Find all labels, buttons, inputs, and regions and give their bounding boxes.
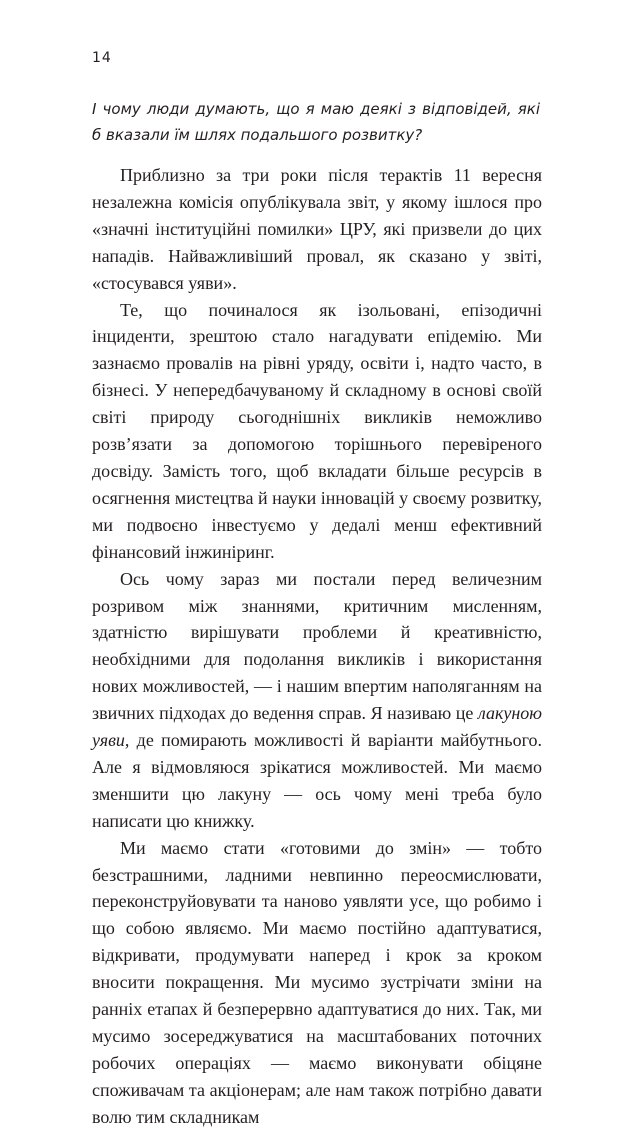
paragraph-3-before: Ось чому зараз ми постали перед величезним розривом між знаннями, критичним мисленням, здатністю вирішувати проблеми й креативністю, необхідними для подолання викликів і використання нових можливостей, — і нашим впертим наполяганням на звичних підходах до ведення справ. Я називаю це: [92, 568, 542, 724]
epigraph: І чому люди думають, що я маю деякі з відповідей, які б вказали їм шлях подальшого розвитку?: [92, 100, 540, 144]
paragraph-3: [92, 566, 542, 835]
page-number: 14: [92, 50, 112, 66]
paragraph-1: Приблизно за три роки після терактів 11 вересня незалежна комісія опублікувала звіт, у якому ішлося про «значні інституційні помилки» ЦРУ, які призвели до цих нападів. Найважливіший провал, як сказано у звіті, «стосувався уяви».: [92, 165, 542, 293]
body-text: [92, 162, 542, 1131]
paragraph-3-after: , де помирають можливості й варіанти майбутнього. Але я відмовляюся зрікатися можливостей. Ми маємо зменшити цю лакуну — ось чому мені треба було написати цю книжку.: [92, 730, 542, 831]
paragraph-3-emphasis: лакуною уяви: [92, 703, 542, 751]
paragraph-4: Ми маємо стати «готовими до змін» — тобто безстрашними, ладними невпинно переосмислювати, переконструйовувати та наново уявляти усе, що робимо і що собою являємо. Ми маємо постійно адаптуватися, відкривати, продумувати наперед і крок за кроком вносити покращення. Ми мусимо зустрічати зміни на ранніх етапах й безперервно адаптуватися до них. Так, ми мусимо зосереджуватися на масштабованих поточних робочих операціях — маємо виконувати обіцяне споживачам та акціонерам; але нам також потрібно давати волю тим складникам: [92, 837, 542, 1127]
paragraph-2: Те, що починалося як ізольовані, епізодичні інциденти, зрештою стало нагадувати епідемію. Ми зазнаємо провалів на рівні уряду, освіти і, надто часто, в бізнесі. У непередбачуваному й складному в основі своїй світі природу сьогоднішніх викликів неможливо розв’язати за допомогою торішнього перевіреного досвіду. Замість того, щоб вкладати більше ресурсів в осягнення мистецтва й науки інновацій у своєму розвитку, ми подвоєно інвестуємо у дедалі менш ефективний фінансовий інжиніринг.: [92, 299, 542, 562]
